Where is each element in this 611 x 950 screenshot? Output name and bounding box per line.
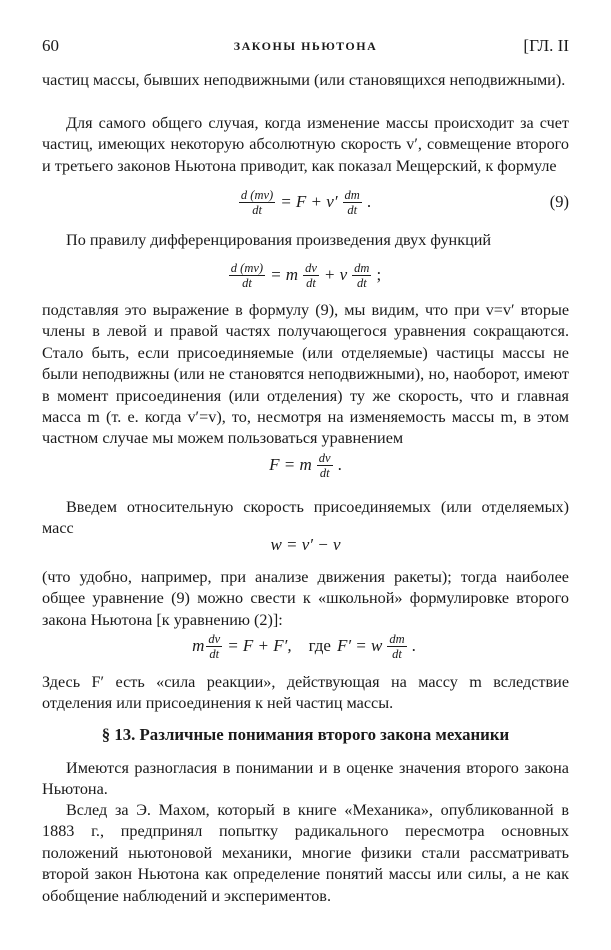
paragraph-7: Здесь F′ есть «сила реакции», действующая на массу m вследствие отделения или присоединения к ней частиц массы. [42,673,569,713]
paragraph-3: По правилу дифференцирования произведения двух функций [66,231,492,249]
fraction: $\frac{d (mv)}{dt}$ [240,187,274,217]
equation-9: $\frac{d (mv)}{dt}$ = F + v′ $\frac{dm}{dt}$ . (9) [240,187,569,217]
fraction: $\frac{dv}{dt}$ [208,631,221,661]
running-title: ЗАКОНЫ НЬЮТОНА [233,39,378,53]
equation-F: F = m $\frac{dv}{dt}$ . [269,450,342,480]
fraction: $\frac{dv}{dt}$ [305,260,317,290]
fraction: $\frac{dv}{dt}$ [318,450,331,480]
paragraph-5: Введем относительную скорость присоединяемых (или отделяемых) масс [42,498,569,538]
section-heading: § 13. Различные понимания второго закона механики [101,725,510,744]
paragraph-8: Имеются разногласия в понимании и в оценке значения второго закона Ньютона. [42,759,569,799]
running-header [42,36,569,60]
equation-number: (9) [549,192,569,211]
equation-final: m $\frac{dv}{dt}$ = F + F′, где F′ = w $\frac{dm}{dt}$ . [192,631,416,661]
page-number: 60 [42,36,59,55]
fraction: $\frac{d (mv)}{dt}$ [230,260,264,290]
paragraph-4: подставляя это выражение в формулу (9), мы видим, что при v=v′ вторые члены в левой и правой частях получающегося уравнения сокращаются. Стало быть, если присоединяемые (или отделяемые) частицы массы не были неподвижны (или не становятся неподвижными), но, наоборот, имеют в момент присоединения (или отделения) ту же скорость, что и главная масса m (т. е. когда v′=v), то, несмотря на изменяемость массы m, в этом частном случае мы можем пользоваться уравнением [42,301,569,448]
paragraph-6: (что удобно, например, при анализе движения ракеты); тогда наиболее общее уравнение (9) можно свести к «школьной» формулировке второго закона Ньютона [к уравнению (2)]: [42,568,569,629]
paragraph-1: частиц массы, бывших неподвижными (или становящихся неподвижными). [42,71,566,89]
fraction: $\frac{dm}{dt}$ [344,187,360,217]
equation-product-rule: $\frac{d (mv)}{dt}$ = m $\frac{dv}{dt}$ + v $\frac{dm}{dt}$ ; [230,260,382,290]
equation-w: w = v′ − v [270,535,341,554]
chapter-label: [ГЛ. II [523,36,569,55]
paragraph-9: Вслед за Э. Махом, который в книге «Механика», опубликованной в 1883 г., предпринял попытку радикального пересмотра основных положений ньютоновой механики, многие физики стали рассматривать второй закон Ньютона как определение понятий массы или силы, а не как обобщение наблюдений и экспериментов. [42,801,569,905]
paragraph-2: Для самого общего случая, когда изменение массы происходит за счет частиц, имеющих некоторую абсолютную скорость v′, совмещение второго и третьего законов Ньютона приводит, как показал Мещерский, к формуле [42,114,569,175]
fraction: $\frac{dm}{dt}$ [389,631,405,661]
fraction: $\frac{dm}{dt}$ [354,260,370,290]
